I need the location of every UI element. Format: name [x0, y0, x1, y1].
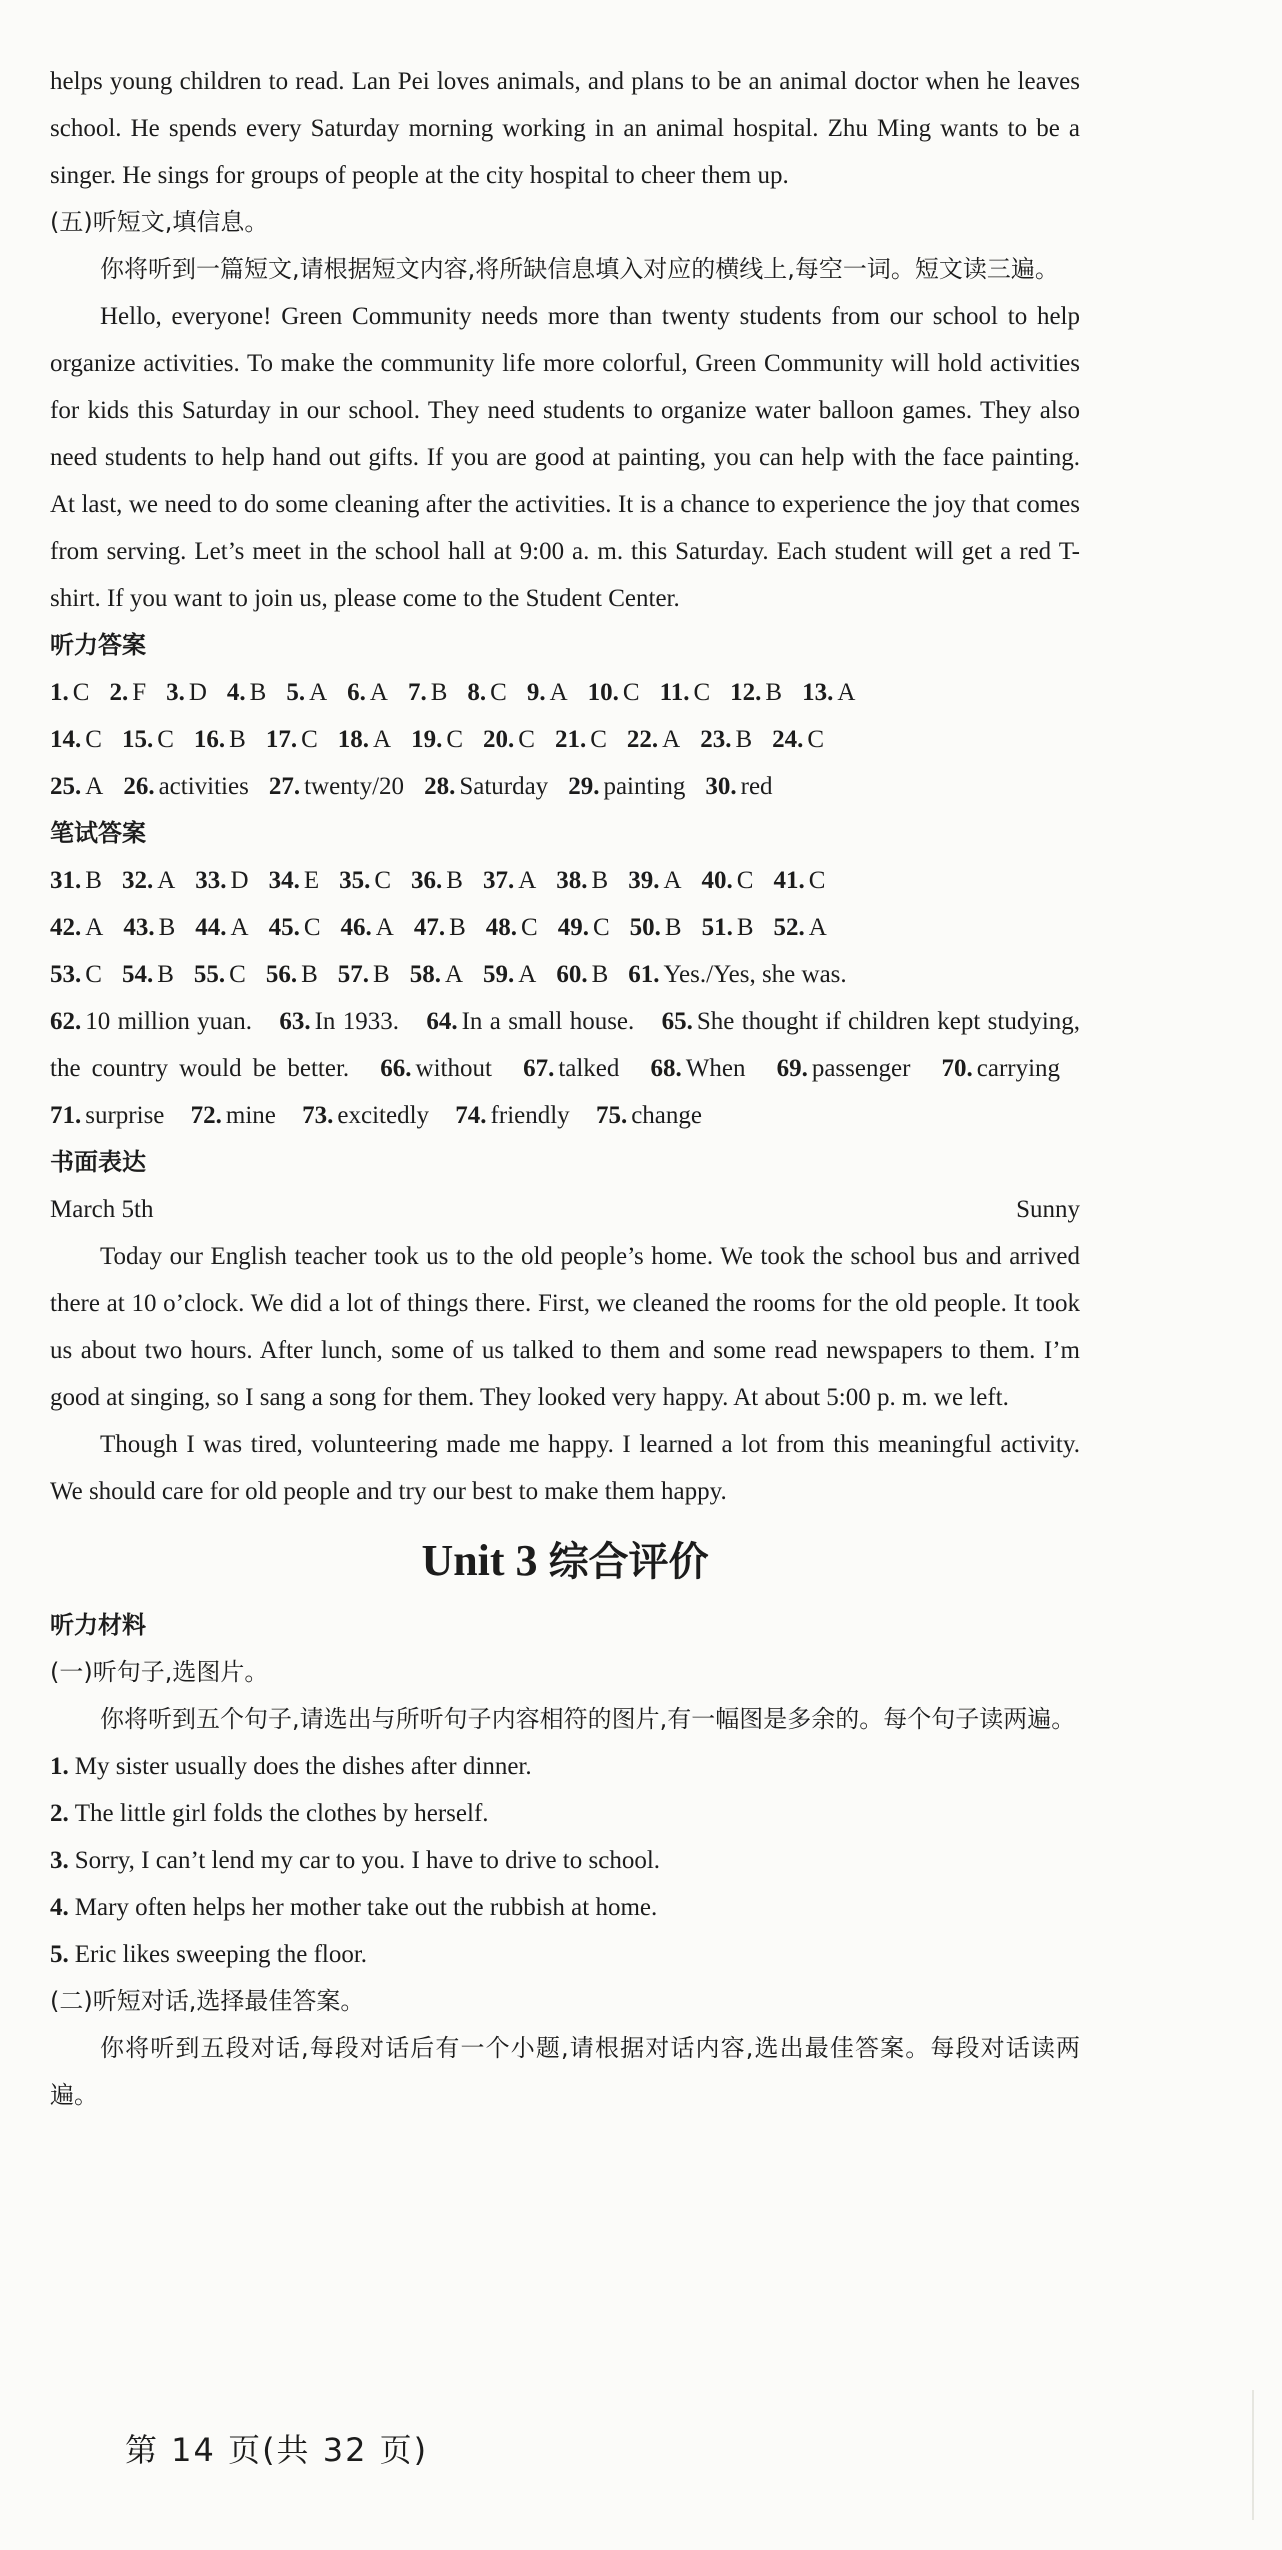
- answer-item: 9. A: [526, 679, 568, 706]
- answer-item: 32. A: [121, 867, 176, 894]
- answer-item: 36. B: [411, 867, 463, 894]
- answer-item: 53. C: [50, 961, 102, 988]
- list-item: 1. My sister usually does the dishes after dinner.: [50, 1753, 532, 1780]
- answer-item: 4. B: [226, 679, 267, 706]
- answer-item: 47. B: [413, 914, 466, 941]
- answer-item: 39. A: [628, 867, 682, 894]
- unit-title-zh: 综合评价: [548, 1539, 709, 1585]
- answer-item: 66. without: [380, 1055, 492, 1082]
- page-edge-divider: [1252, 2390, 1254, 2520]
- listening-answers-heading: 听力答案: [50, 631, 146, 659]
- part1-heading: (一)听句子,选图片。: [50, 1658, 269, 1686]
- answer-item: 34. E: [268, 867, 320, 894]
- answer-item: 62. 10 million yuan.: [50, 1008, 252, 1035]
- answer-item: 57. B: [337, 961, 390, 988]
- answer-item: 30. red: [705, 773, 773, 800]
- answer-item: 72. mine: [190, 1102, 276, 1129]
- answer-item: 70. carrying: [941, 1055, 1061, 1082]
- answer-item: 50. B: [629, 914, 682, 941]
- answer-item: 24. C: [772, 726, 825, 753]
- written-answers: [50, 857, 1080, 1139]
- answer-item: 75. change: [595, 1102, 702, 1129]
- answer-item: 40. C: [701, 867, 754, 894]
- answer-row: [50, 669, 1080, 716]
- answer-item: 41. C: [773, 867, 826, 894]
- answer-item: 43. B: [123, 914, 176, 941]
- answer-item: 63. In 1933.: [279, 1008, 400, 1035]
- letter-author: Sunny: [1016, 1196, 1080, 1223]
- answer-item: 21. C: [554, 726, 607, 753]
- answer-item: 49. C: [557, 914, 610, 941]
- answer-item: 33. D: [195, 867, 249, 894]
- written-answers-heading: 笔试答案: [50, 819, 146, 847]
- letter-header: [50, 1186, 1080, 1233]
- answer-row: [50, 763, 1080, 810]
- section5-instruction: 你将听到一篇短文,请根据短文内容,将所缺信息填入对应的横线上,每空一词。短文读三遍。: [100, 255, 1059, 283]
- answer-item: 48. C: [485, 914, 538, 941]
- answer-item: 13. A: [802, 679, 856, 706]
- answer-item: 42. A: [50, 914, 104, 941]
- answer-item: 18. A: [337, 726, 392, 753]
- page-number: 第 14 页(共 32 页): [125, 2431, 429, 2469]
- answer-row: [50, 857, 1080, 904]
- answer-item: 71. surprise: [50, 1102, 165, 1129]
- unit-title-en: Unit 3: [421, 1536, 538, 1585]
- answer-item: 56. B: [265, 961, 318, 988]
- answer-item: 1. C: [50, 679, 90, 706]
- answer-item: 68. When: [650, 1055, 746, 1082]
- document-page: [50, 58, 1080, 2119]
- answer-item: 38. B: [556, 867, 609, 894]
- answer-item: 2. F: [109, 679, 147, 706]
- list-item: 2. The little girl folds the clothes by herself.: [50, 1800, 489, 1827]
- answer-row: [50, 716, 1080, 763]
- answer-item: 55. C: [193, 961, 246, 988]
- answer-row: [50, 951, 1080, 998]
- answer-item: 26. activities: [123, 773, 249, 800]
- answer-item: 15. C: [121, 726, 174, 753]
- part2-instruction: 你将听到五段对话,每段对话后有一个小题,请根据对话内容,选出最佳答案。每段对话读两遍。: [50, 2034, 1080, 2109]
- answer-item: 6. A: [347, 679, 388, 706]
- answer-item: 25. A: [50, 773, 104, 800]
- listening-answers: [50, 669, 1080, 810]
- writing-paragraph: Though I was tired, volunteering made me happy. I learned a lot from this meaningful activity. We should care for old people and try our best to make them happy.: [50, 1431, 1080, 1505]
- answer-item: 65. She thought if children kept studying, the country would be better.: [50, 1008, 1081, 1082]
- section5-heading: (五)听短文,填信息。: [50, 208, 269, 236]
- answer-item: 29. painting: [568, 773, 686, 800]
- answer-item: 5. A: [286, 679, 328, 706]
- answer-item: 7. B: [407, 679, 448, 706]
- answer-item: 64. In a small house.: [426, 1008, 635, 1035]
- answer-item: 73. excitedly: [302, 1102, 430, 1129]
- answer-item: 3. D: [166, 679, 207, 706]
- section5-passage: Hello, everyone! Green Community needs more than twenty students from our school to help organize activities. To make the community life more colorful, Green Community will hold activities for kids this Saturday in our school. They need students to organize water balloon games. They also need students to help hand out gifts. If you are good at painting, you can help with the face painting. At last, we need to do some cleaning after the activities. It is a chance to experience the joy that comes from serving. Let’s meet in the school hall at 9:00 a. m. this Saturday. Each student will get a red T-shirt. If you want to join us, please come to the Student Center.: [50, 303, 1080, 612]
- top-paragraph: helps young children to read. Lan Pei loves animals, and plans to be an animal doctor when he leaves school. He spends every Saturday morning working in an animal hospital. Zhu Ming wants to be a singer. He sings for groups of people at the city hospital to cheer them up.: [50, 68, 1080, 189]
- list-item: 5. Eric likes sweeping the floor.: [50, 1941, 368, 1968]
- answer-item: 27. twenty/20: [268, 773, 405, 800]
- unit-title: [50, 1521, 1080, 1602]
- answer-item: 52. A: [773, 914, 827, 941]
- answer-item: 35. C: [339, 867, 392, 894]
- answer-item: 44. A: [195, 914, 249, 941]
- long-answers: [50, 998, 1080, 1139]
- answer-item: 16. B: [193, 726, 246, 753]
- answer-item: 22. A: [626, 726, 681, 753]
- part2-heading: (二)听短对话,选择最佳答案。: [50, 1987, 365, 2015]
- answer-item: 11. C: [659, 679, 711, 706]
- listening-material-heading: 听力材料: [50, 1611, 146, 1639]
- answer-item: 46. A: [340, 914, 394, 941]
- answer-item: 51. B: [701, 914, 754, 941]
- answer-item: 54. B: [121, 961, 174, 988]
- answer-item: 14. C: [50, 726, 102, 753]
- list-item: 4. Mary often helps her mother take out the rubbish at home.: [50, 1894, 658, 1921]
- list-item: 3. Sorry, I can’t lend my car to you. I have to drive to school.: [50, 1847, 661, 1874]
- answer-item: 60. B: [556, 961, 609, 988]
- writing-paragraph: Today our English teacher took us to the old people’s home. We took the school bus and arrived there at 10 o’clock. We did a lot of things there. First, we cleaned the rooms for the old people. It took us about two hours. After lunch, some of us talked to them and some read newspapers to them. I’m good at singing, so I sang a song for them. They looked very happy. At about 5:00 p. m. we left.: [50, 1243, 1080, 1411]
- answer-item: 23. B: [700, 726, 753, 753]
- answer-item: 74. friendly: [455, 1102, 570, 1129]
- part1-instruction: 你将听到五个句子,请选出与所听句子内容相符的图片,有一幅图是多余的。每个句子读两遍。: [100, 1705, 1076, 1733]
- writing-heading: 书面表达: [50, 1148, 146, 1176]
- answer-item: 8. C: [467, 679, 507, 706]
- letter-date: March 5th: [50, 1196, 154, 1223]
- answer-item: 17. C: [265, 726, 318, 753]
- answer-item: 12. B: [730, 679, 783, 706]
- answer-item: 67. talked: [523, 1055, 620, 1082]
- answer-item: 59. A: [483, 961, 537, 988]
- answer-item: 37. A: [482, 867, 537, 894]
- answer-item: 61. Yes./Yes, she was.: [628, 961, 847, 988]
- answer-item: 45. C: [268, 914, 321, 941]
- answer-item: 20. C: [483, 726, 535, 753]
- answer-row: [50, 904, 1080, 951]
- answer-item: 58. A: [409, 961, 463, 988]
- answer-item: 19. C: [411, 726, 463, 753]
- answer-item: 28. Saturday: [424, 773, 549, 800]
- answer-item: 10. C: [587, 679, 640, 706]
- answer-item: 69. passenger: [776, 1055, 911, 1082]
- answer-item: 31. B: [50, 867, 102, 894]
